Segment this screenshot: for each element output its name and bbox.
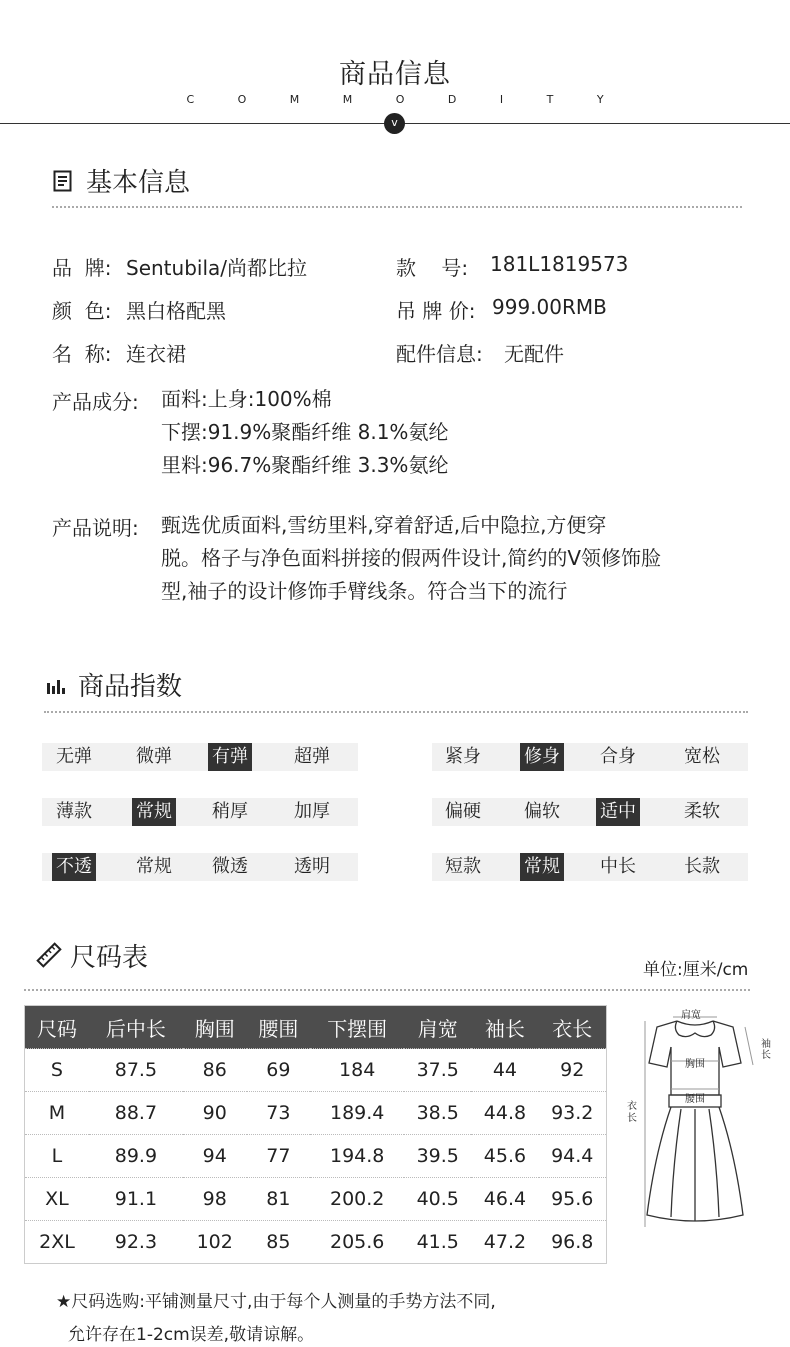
section-title-index: 商品指数 [78, 672, 183, 702]
table-cell: 2XL [25, 1221, 89, 1264]
index-option-selected: 修身 [520, 743, 564, 771]
table-cell: M [25, 1092, 89, 1135]
index-option: 超弹 [294, 746, 330, 767]
brand-label: 品 牌: [52, 256, 112, 280]
table-cell: 81 [247, 1178, 311, 1221]
index-option: 常规 [136, 856, 172, 877]
index-option: 合身 [600, 746, 636, 767]
index-option-selected: 常规 [132, 798, 176, 826]
dotted-divider [44, 711, 748, 713]
index-option-selected: 有弹 [208, 743, 252, 771]
table-cell: 96.8 [539, 1221, 607, 1264]
table-header-row [25, 1006, 607, 1049]
index-option: 微透 [212, 856, 248, 877]
table-cell: 86 [183, 1049, 247, 1092]
table-cell: 38.5 [404, 1092, 471, 1135]
index-option: 宽松 [684, 746, 720, 767]
description-line: 甄选优质面料,雪纺里料,穿着舒适,后中隐拉,方便穿 [161, 513, 607, 537]
table-header-cell: 衣长 [539, 1006, 607, 1049]
table-header-cell: 袖长 [471, 1006, 538, 1049]
index-option-selected: 不透 [52, 853, 96, 881]
table-row [25, 1221, 607, 1264]
index-option: 柔软 [684, 801, 720, 822]
composition-line: 里料:96.7%聚酯纤维 3.3%氨纶 [161, 453, 449, 477]
diagram-label-chest: 胸围 [685, 1059, 705, 1070]
index-option: 无弹 [56, 746, 92, 767]
table-cell: 200.2 [310, 1178, 404, 1221]
dotted-divider [24, 989, 750, 991]
page-title: 商品信息 [339, 59, 451, 90]
page-subtitle: C O M M O D I T Y [186, 93, 624, 106]
size-note-line: ★尺码选购:平铺测量尺寸,由于每个人测量的手势方法不同, [56, 1292, 496, 1312]
diagram-label-sleeve: 袖长 [761, 1039, 771, 1061]
index-option: 短款 [445, 856, 481, 877]
table-cell: 77 [247, 1135, 311, 1178]
color-label: 颜 色: [52, 299, 112, 323]
accessory-label: 配件信息: [396, 342, 483, 366]
accessory-value: 无配件 [504, 342, 564, 366]
name-value: 连衣裙 [126, 342, 186, 366]
table-cell: 93.2 [539, 1092, 607, 1135]
table-cell: 91.1 [89, 1178, 183, 1221]
table-cell: 94 [183, 1135, 247, 1178]
table-cell: 94.4 [539, 1135, 607, 1178]
table-row [25, 1049, 607, 1092]
table-header-cell: 尺码 [25, 1006, 89, 1049]
table-cell: 92.3 [89, 1221, 183, 1264]
table-header-cell: 后中长 [89, 1006, 183, 1049]
table-cell: 90 [183, 1092, 247, 1135]
price-value: 999.00RMB [492, 295, 607, 319]
table-cell: 95.6 [539, 1178, 607, 1221]
index-option: 紧身 [445, 746, 481, 767]
table-cell: 45.6 [471, 1135, 538, 1178]
name-label: 名 称: [52, 342, 112, 366]
table-header-cell: 下摆围 [310, 1006, 404, 1049]
table-cell: 37.5 [404, 1049, 471, 1092]
index-row-left [42, 743, 358, 771]
composition-line: 面料:上身:100%棉 [161, 387, 332, 411]
table-cell: 47.2 [471, 1221, 538, 1264]
index-row-right [432, 853, 748, 881]
ruler-icon [36, 942, 62, 972]
index-option-selected: 适中 [596, 798, 640, 826]
unit-label: 单位:厘米/cm [643, 960, 749, 980]
table-cell: 92 [539, 1049, 607, 1092]
style-value: 181L1819573 [490, 252, 629, 276]
section-title-basic: 基本信息 [86, 168, 191, 198]
index-row-left [42, 853, 358, 881]
table-row [25, 1092, 607, 1135]
table-cell: S [25, 1049, 89, 1092]
table-header-cell: 腰围 [247, 1006, 311, 1049]
description-label: 产品说明: [52, 516, 139, 540]
table-cell: 88.7 [89, 1092, 183, 1135]
composition-line: 下摆:91.9%聚酯纤维 8.1%氨纶 [161, 420, 449, 444]
color-value: 黑白格配黑 [126, 299, 226, 323]
index-option: 长款 [684, 856, 720, 877]
size-table [24, 1005, 607, 1264]
diagram-label-length: 衣长 [627, 1101, 637, 1124]
table-cell: 85 [247, 1221, 311, 1264]
table-cell: 89.9 [89, 1135, 183, 1178]
index-option: 偏硬 [445, 801, 481, 822]
table-cell: 69 [247, 1049, 311, 1092]
table-cell: 46.4 [471, 1178, 538, 1221]
index-row-left [42, 798, 358, 826]
table-cell: 44 [471, 1049, 538, 1092]
table-cell: 87.5 [89, 1049, 183, 1092]
table-cell: 40.5 [404, 1178, 471, 1221]
brand-value: Sentubila/尚都比拉 [126, 256, 307, 280]
table-cell: 205.6 [310, 1221, 404, 1264]
table-cell: 98 [183, 1178, 247, 1221]
dress-diagram [615, 1003, 785, 1233]
table-row [25, 1135, 607, 1178]
diagram-label-waist: 腰围 [685, 1094, 705, 1105]
index-option: 加厚 [294, 801, 330, 822]
table-row [25, 1178, 607, 1221]
dotted-divider [52, 206, 742, 208]
index-option: 透明 [294, 856, 330, 877]
bar-chart-icon [46, 677, 66, 699]
price-label: 吊 牌 价: [396, 299, 476, 323]
table-cell: 102 [183, 1221, 247, 1264]
description-line: 型,袖子的设计修饰手臂线条。符合当下的流行 [161, 579, 568, 603]
table-cell: L [25, 1135, 89, 1178]
index-option-selected: 常规 [520, 853, 564, 881]
table-cell: 44.8 [471, 1092, 538, 1135]
index-row-right [432, 798, 748, 826]
table-cell: 73 [247, 1092, 311, 1135]
table-cell: 39.5 [404, 1135, 471, 1178]
description-line: 脱。格子与净色面料拼接的假两件设计,简约的V领修饰脸 [161, 546, 662, 570]
index-row-right [432, 743, 748, 771]
index-option: 中长 [600, 856, 636, 877]
table-cell: 41.5 [404, 1221, 471, 1264]
table-cell: 184 [310, 1049, 404, 1092]
index-option: 偏软 [524, 801, 560, 822]
composition-label: 产品成分: [52, 390, 139, 414]
section-title-size: 尺码表 [70, 943, 149, 973]
index-option: 薄款 [56, 801, 92, 822]
table-cell: 194.8 [310, 1135, 404, 1178]
chevron-down-icon: v [384, 113, 405, 134]
style-label: 款 号: [396, 256, 469, 280]
index-option: 微弹 [136, 746, 172, 767]
diagram-label-shoulder: 肩宽 [681, 1010, 701, 1021]
document-icon [53, 170, 73, 196]
table-cell: 189.4 [310, 1092, 404, 1135]
size-note-line: 允许存在1-2cm误差,敬请谅解。 [68, 1325, 315, 1345]
table-cell: XL [25, 1178, 89, 1221]
index-option: 稍厚 [212, 801, 248, 822]
table-header-cell: 胸围 [183, 1006, 247, 1049]
table-header-cell: 肩宽 [404, 1006, 471, 1049]
